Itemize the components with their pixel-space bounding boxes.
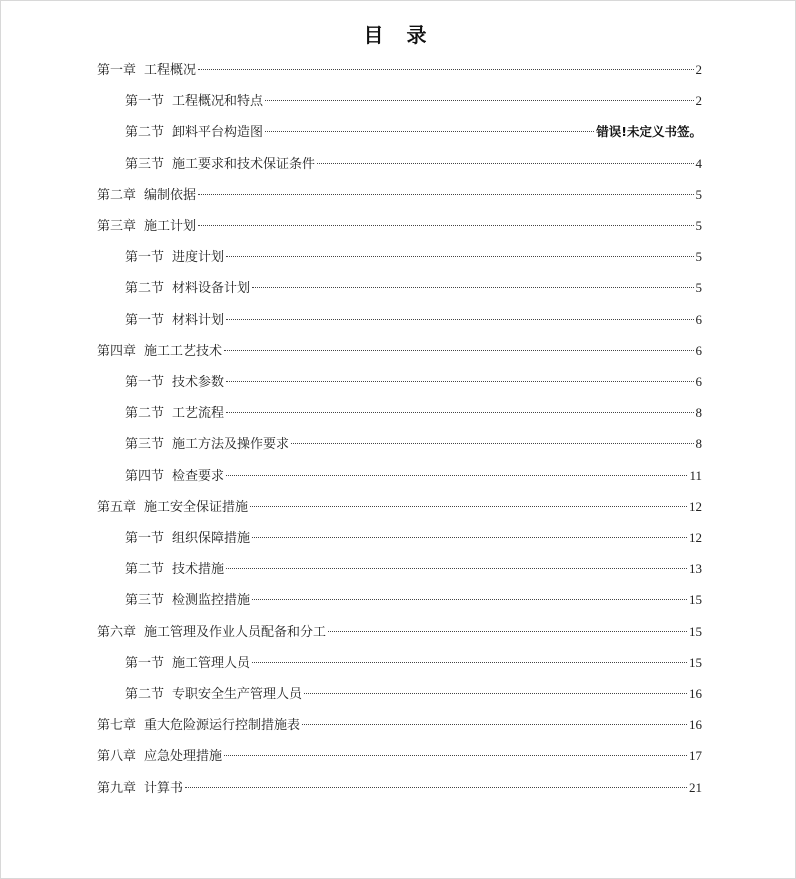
toc-chapter-entry[interactable] xyxy=(97,184,702,206)
toc-dot-leader xyxy=(252,599,687,600)
toc-entry-title: 编制依据 xyxy=(144,187,197,203)
toc-dot-leader xyxy=(252,662,687,663)
toc-page-number: 8 xyxy=(695,405,702,421)
toc-page-number: 2 xyxy=(695,93,702,109)
toc-dot-leader xyxy=(224,350,693,351)
toc-entry-number: 第五章 xyxy=(97,499,137,515)
toc-section-entry[interactable] xyxy=(125,246,702,268)
toc-entry-title: 施工管理及作业人员配备和分工 xyxy=(144,624,327,640)
toc-chapter-entry[interactable] xyxy=(97,59,702,81)
toc-dot-leader xyxy=(302,724,687,725)
toc-section-entry[interactable] xyxy=(125,153,702,175)
page-title: 目 录 xyxy=(363,23,435,47)
toc-section-entry[interactable] xyxy=(125,683,702,705)
toc-entry-number: 第九章 xyxy=(97,780,137,796)
toc-dot-leader xyxy=(198,69,693,70)
toc-chapter-entry[interactable] xyxy=(97,745,702,767)
toc-entry-title: 工艺流程 xyxy=(172,406,225,422)
toc-entry-number: 第一节 xyxy=(125,94,165,110)
toc-entry-title: 检测监控措施 xyxy=(172,593,251,609)
toc-entry-number: 第一节 xyxy=(125,655,165,671)
toc-bookmark-error: 错误!未定义书签。 xyxy=(596,124,702,140)
toc-dot-leader xyxy=(226,256,693,257)
toc-entry-title: 专职安全生产管理人员 xyxy=(172,687,303,702)
toc-entry-number: 第一节 xyxy=(125,375,165,390)
toc-chapter-entry[interactable] xyxy=(97,621,702,643)
toc-entry-number: 第三节 xyxy=(125,593,165,609)
toc-entry-title: 计算书 xyxy=(144,780,184,796)
toc-entry-number: 第六章 xyxy=(97,624,137,640)
toc-section-entry[interactable] xyxy=(125,277,702,299)
toc-entry-number: 第一节 xyxy=(125,250,165,266)
toc-entry-number: 第一章 xyxy=(97,63,137,78)
toc-entry-title: 技术参数 xyxy=(172,375,225,390)
toc-entry-title: 施工方法及操作要求 xyxy=(172,437,290,453)
toc-chapter-entry[interactable] xyxy=(97,215,702,237)
toc-entry-number: 第三节 xyxy=(125,156,165,172)
toc-dot-leader xyxy=(250,506,687,507)
toc-page-number: 4 xyxy=(695,155,702,171)
toc-section-entry[interactable] xyxy=(125,652,702,674)
toc-entry-number: 第七章 xyxy=(97,718,137,734)
toc-page-number: 15 xyxy=(689,592,702,608)
toc-section-entry[interactable] xyxy=(125,309,702,331)
toc-page-number: 11 xyxy=(689,467,702,483)
toc-entry-number: 第二节 xyxy=(125,406,165,422)
toc-entry-title: 工程概况和特点 xyxy=(172,94,264,110)
toc-chapter-entry[interactable] xyxy=(97,714,702,736)
toc-entry-title: 施工管理人员 xyxy=(172,655,251,671)
toc-entry-title: 施工工艺技术 xyxy=(144,343,223,359)
toc-entry-number: 第二节 xyxy=(125,562,165,578)
toc-section-entry[interactable] xyxy=(125,433,702,455)
toc-dot-leader xyxy=(224,755,687,756)
toc-entry-number: 第四章 xyxy=(97,343,137,359)
toc-page-number: 13 xyxy=(689,561,702,577)
toc-entry-number: 第二章 xyxy=(97,187,137,203)
toc-page-number: 2 xyxy=(695,62,702,77)
toc-section-entry[interactable] xyxy=(125,121,702,143)
toc-entry-title: 材料设备计划 xyxy=(172,281,251,297)
toc-dot-leader xyxy=(317,163,693,164)
toc-page-number: 6 xyxy=(695,374,702,389)
toc-page-number: 12 xyxy=(689,530,702,545)
toc-dot-leader xyxy=(226,319,693,320)
toc-section-entry[interactable] xyxy=(125,558,702,580)
toc-dot-leader xyxy=(252,537,687,538)
toc-dot-leader xyxy=(265,131,594,132)
toc-dot-leader xyxy=(226,475,687,476)
toc-entry-number: 第二节 xyxy=(125,687,165,702)
toc-dot-leader xyxy=(328,631,687,632)
toc-entry-title: 工程概况 xyxy=(144,63,197,78)
toc-entry-number: 第一节 xyxy=(125,531,165,546)
toc-page-number: 12 xyxy=(689,498,702,514)
toc-page-number: 6 xyxy=(695,311,702,327)
toc-page-number: 16 xyxy=(689,686,702,701)
toc-dot-leader xyxy=(185,787,687,788)
toc-dot-leader xyxy=(226,381,693,382)
toc-entry-title: 材料计划 xyxy=(172,312,225,328)
toc-page-number: 15 xyxy=(689,623,702,639)
toc-entry-number: 第二节 xyxy=(125,281,165,297)
toc-page-number: 8 xyxy=(695,436,702,452)
toc-chapter-entry[interactable] xyxy=(97,496,702,518)
toc-dot-leader xyxy=(252,287,693,288)
toc-section-entry[interactable] xyxy=(125,90,702,112)
toc-dot-leader xyxy=(226,568,687,569)
toc-entry-title: 卸料平台构造图 xyxy=(172,125,264,141)
toc-entry-title: 进度计划 xyxy=(172,250,225,266)
toc-dot-leader xyxy=(198,225,693,226)
toc-dot-leader xyxy=(198,194,693,195)
toc-page-number: 16 xyxy=(689,717,702,733)
toc-page-number: 5 xyxy=(695,249,702,265)
toc-page-number: 5 xyxy=(695,280,702,296)
toc-section-entry[interactable] xyxy=(125,465,702,487)
toc-entry-number: 第四节 xyxy=(125,468,165,484)
toc-entry-number: 第三章 xyxy=(97,219,137,234)
toc-entry-number: 第三节 xyxy=(125,437,165,453)
toc-chapter-entry[interactable] xyxy=(97,777,702,799)
toc-entry-title: 施工安全保证措施 xyxy=(144,499,249,515)
toc-entry-title: 技术措施 xyxy=(172,562,225,578)
toc-entry-title: 重大危险源运行控制措施表 xyxy=(144,718,301,734)
toc-dot-leader xyxy=(304,693,687,694)
toc-section-entry[interactable] xyxy=(125,402,702,424)
toc-entry-number: 第八章 xyxy=(97,749,137,765)
toc-entry-title: 施工计划 xyxy=(144,219,197,234)
toc-section-entry[interactable] xyxy=(125,527,702,549)
toc-page-number: 15 xyxy=(689,654,702,670)
toc-entry-title: 组织保障措施 xyxy=(172,531,251,546)
toc-page-number: 5 xyxy=(695,218,702,233)
toc-page-number: 21 xyxy=(689,779,702,795)
toc-dot-leader xyxy=(265,100,693,101)
toc-entry-number: 第二节 xyxy=(125,125,165,141)
toc-section-entry[interactable] xyxy=(125,589,702,611)
toc-page-number: 6 xyxy=(695,342,702,358)
toc-dot-leader xyxy=(226,412,693,413)
toc-entry-title: 检查要求 xyxy=(172,468,225,484)
toc-section-entry[interactable] xyxy=(125,371,702,393)
toc-chapter-entry[interactable] xyxy=(97,340,702,362)
toc-entry-number: 第一节 xyxy=(125,312,165,328)
toc-dot-leader xyxy=(291,443,693,444)
toc-page-number: 5 xyxy=(695,186,702,202)
toc-page-number: 17 xyxy=(689,748,702,764)
toc-entry-title: 施工要求和技术保证条件 xyxy=(172,156,316,172)
toc-entry-title: 应急处理措施 xyxy=(144,749,223,765)
